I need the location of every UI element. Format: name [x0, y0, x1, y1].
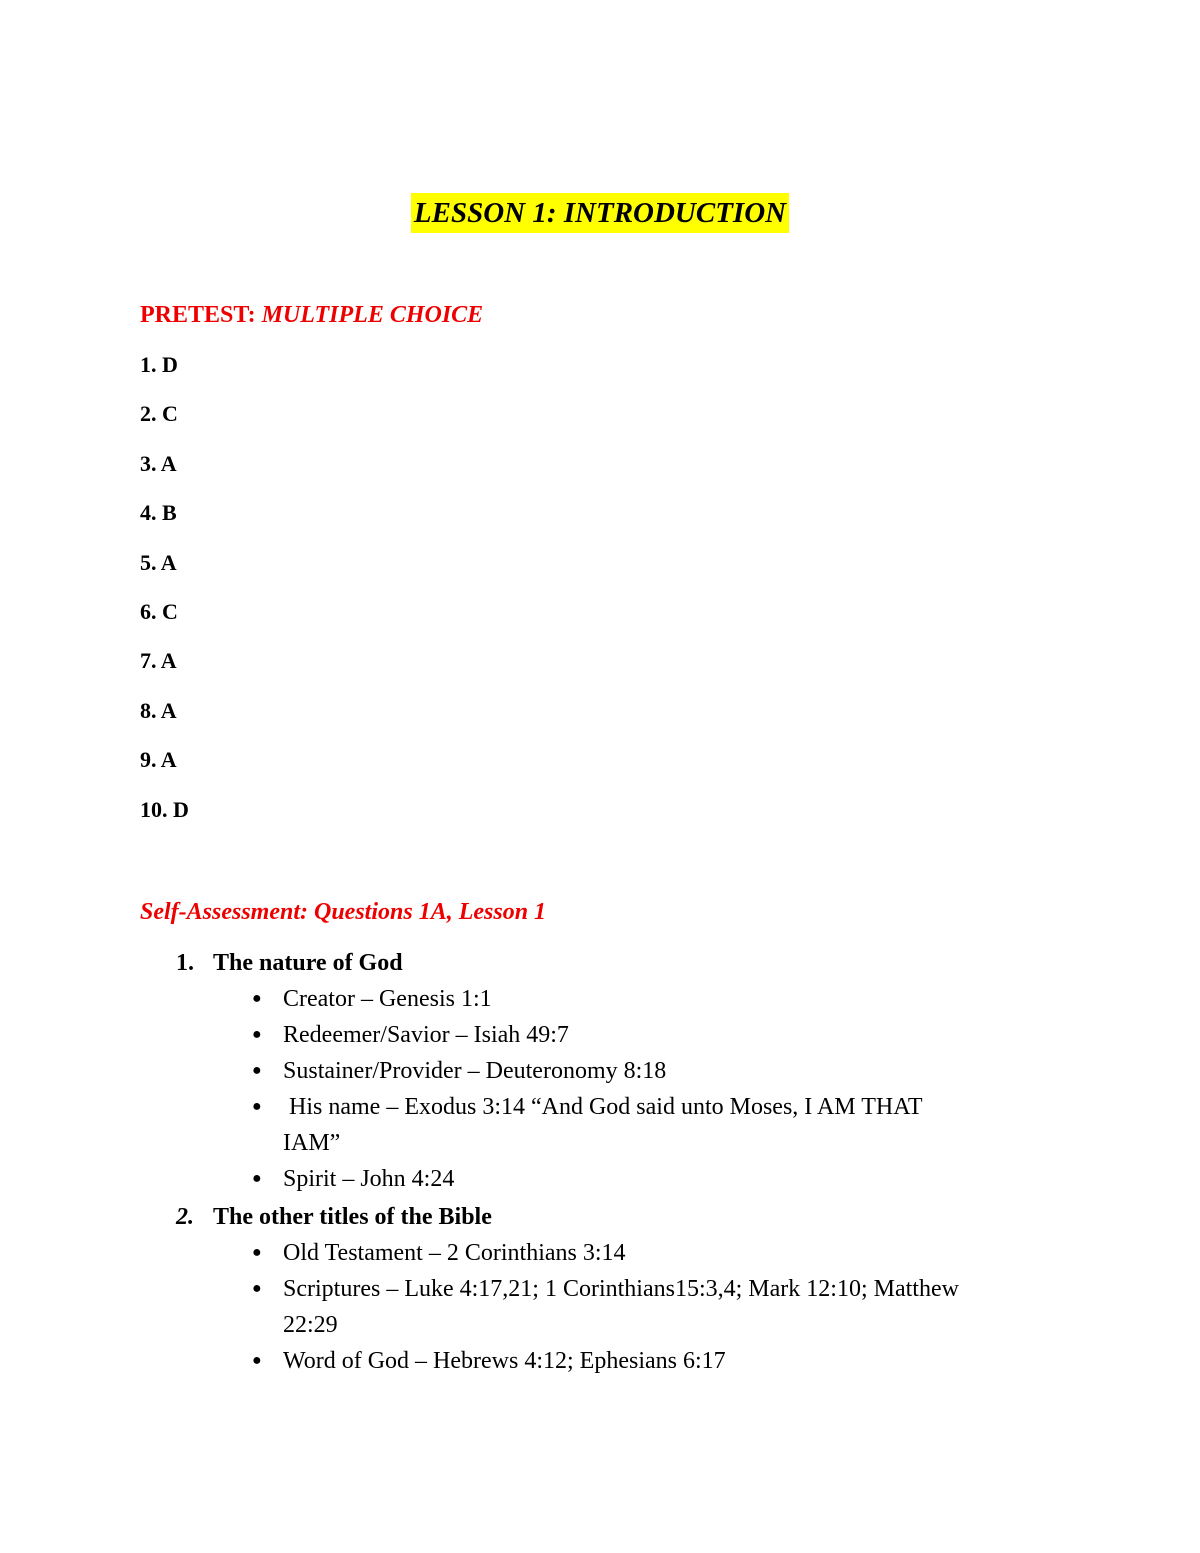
lesson-title: LESSON 1: INTRODUCTION [411, 193, 789, 233]
pretest-answer-list [140, 348, 189, 842]
list-item-text: Spirit – John 4:24 [283, 1166, 455, 1192]
bullet-icon: ● [252, 1062, 262, 1079]
bullet-icon: ● [252, 1280, 262, 1297]
bullet-icon: ● [252, 1352, 262, 1369]
answer-item: 4. B [140, 500, 177, 526]
section-heading [176, 945, 1076, 981]
list-item-text: Scriptures – Luke 4:17,21; 1 Corinthians15:3,4; Mark 12:10; Matthew 22:29 [283, 1276, 959, 1338]
section-number: 1. [176, 950, 194, 976]
bullet-list [176, 981, 1076, 1197]
list-item-text: Sustainer/Provider – Deuteronomy 8:18 [283, 1058, 667, 1084]
title-container [0, 193, 1200, 233]
answer-item: 5. A [140, 549, 177, 575]
bullet-list [176, 1235, 1076, 1379]
section-number: 2. [176, 1204, 194, 1230]
answer-item: 7. A [140, 648, 177, 674]
section-heading [176, 1199, 1076, 1235]
bullet-icon: ● [252, 1098, 262, 1115]
section-titles-of-bible [176, 1199, 1076, 1379]
list-item-text: Creator – Genesis 1:1 [283, 986, 492, 1012]
answer-item: 2. C [140, 401, 178, 427]
list-item-text: Redeemer/Savior – Isiah 49:7 [283, 1022, 569, 1048]
list-item [176, 1343, 983, 1379]
section-title: The nature of God [213, 950, 403, 976]
list-item [176, 1017, 983, 1053]
answer-item: 8. A [140, 697, 177, 723]
self-assessment-heading: Self-Assessment: Questions 1A, Lesson 1 [140, 899, 547, 925]
section-nature-of-god [176, 945, 1076, 1197]
answer-item: 6. C [140, 598, 178, 624]
bullet-icon: ● [252, 1244, 262, 1261]
list-item [176, 1271, 983, 1343]
bullet-icon: ● [252, 990, 262, 1007]
list-item-text: His name – Exodus 3:14 “And God said unto Moses, I AM THAT IAM” [283, 1094, 929, 1156]
section-title: The other titles of the Bible [213, 1204, 492, 1230]
answer-item: 10. D [140, 796, 189, 822]
list-item-text: Word of God – Hebrews 4:12; Ephesians 6:17 [283, 1348, 726, 1374]
answer-item: 9. A [140, 747, 177, 773]
list-item [176, 981, 983, 1017]
pretest-type: MULTIPLE CHOICE [261, 302, 484, 328]
pretest-label: PRETEST: [140, 302, 256, 328]
list-item [176, 1235, 983, 1271]
pretest-heading [140, 298, 483, 332]
bullet-icon: ● [252, 1170, 262, 1187]
list-item-text: Old Testament – 2 Corinthians 3:14 [283, 1240, 626, 1266]
list-item [176, 1053, 983, 1089]
bullet-icon: ● [252, 1026, 262, 1043]
list-item [176, 1089, 983, 1161]
answer-item: 1. D [140, 352, 178, 377]
list-item [176, 1161, 983, 1197]
answer-item: 3. A [140, 450, 177, 476]
